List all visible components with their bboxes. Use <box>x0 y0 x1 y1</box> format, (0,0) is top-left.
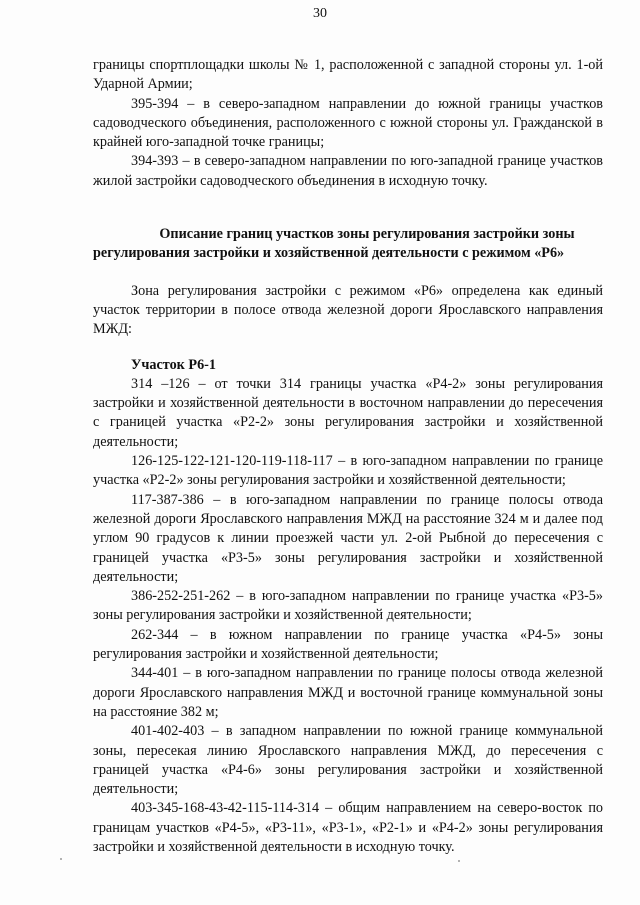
plot-item: 386-252-251-262 – в юго-западном направлении по границе участка «Р3-5» зоны регулирования застройки и хозяйственной деятельности; <box>93 588 603 624</box>
plot-item: 262-344 – в южном направлении по границе участка «Р4-5» зоны регулирования застройки и хозяйственной деятельности; <box>93 626 603 663</box>
plot-item: 344-401 – в юго-западном направлении по границе полосы отвода железной дороги Ярославского направления МЖД и восточной границе коммунальной зоны на расстояние 382 м; <box>93 665 603 720</box>
paragraph-continuation: границы спортплощадки школы № 1, расположенной с западной стороны ул. 1-ой Ударной Армии; <box>93 57 603 93</box>
paragraph-boundary-395-394: 395-394 – в северо-западном направлении до южной границы участков садоводческого объединения, расположенного с южной стороны ул. Гражданской в крайней юго-западной точке границы; <box>93 95 603 151</box>
plot-item: 117-387-386 – в юго-западном направлении по границе полосы отвода железной дороги Ярославского направления МЖД на расстояние 324 м и далее под углом 90 градусов к линии проезжей части ул. 2-ой Рыбной до пересечения с границей участка «Р3-5» зоны регулирования застройки и хозяйственной деятельности; <box>93 491 603 585</box>
scan-speck <box>60 858 62 860</box>
plot-item: 403-345-168-43-42-115-114-314 – общим направлением на северо-восток по границам участков «Р4-5», «Р3-11», «Р3-1», «Р2-1» и «Р4-2» зоны регулирования застройки и хозяйственной деятельности в исходную точку. <box>93 800 603 855</box>
section-intro: Зона регулирования застройки с режимом «Р6» определена как единый участок территории в полосе отвода железной дороги Ярославского направления МЖД: <box>93 282 603 338</box>
document-body <box>93 56 603 857</box>
section-heading: Описание границ участков зоны регулирования застройки зоны регулирования застройки и хозяйственной деятельности с режимом «Р6» <box>93 226 575 262</box>
paragraph-boundary-394-393: 394-393 – в северо-западном направлении по юго-западной границе участков жилой застройки садоводческого объединения в исходную точку. <box>93 153 603 189</box>
plot-item: 314 –126 – от точки 314 границы участка «Р4-2» зоны регулирования застройки и хозяйственной деятельности в восточном направлении до пересечения с границей участка «Р2-2» зоны регулирования застройки и хозяйственной деятельности; <box>93 375 603 450</box>
plot-title: Участок Р6-1 <box>131 356 216 373</box>
scan-speck <box>458 860 460 862</box>
plot-item: 401-402-403 – в западном направлении по южной границе коммунальной зоны, пересекая линию Ярославского направления МЖД, до пересечения с границей участка «Р4-6» зоны регулирования застройки и хозяйственной деятельности; <box>93 723 603 798</box>
plot-item: 126-125-122-121-120-119-118-117 – в юго-западном направлении по границе участка «Р2-2» зоны регулирования застройки и хозяйственной деятельности; <box>93 453 603 489</box>
page-number: 30 <box>313 6 327 21</box>
